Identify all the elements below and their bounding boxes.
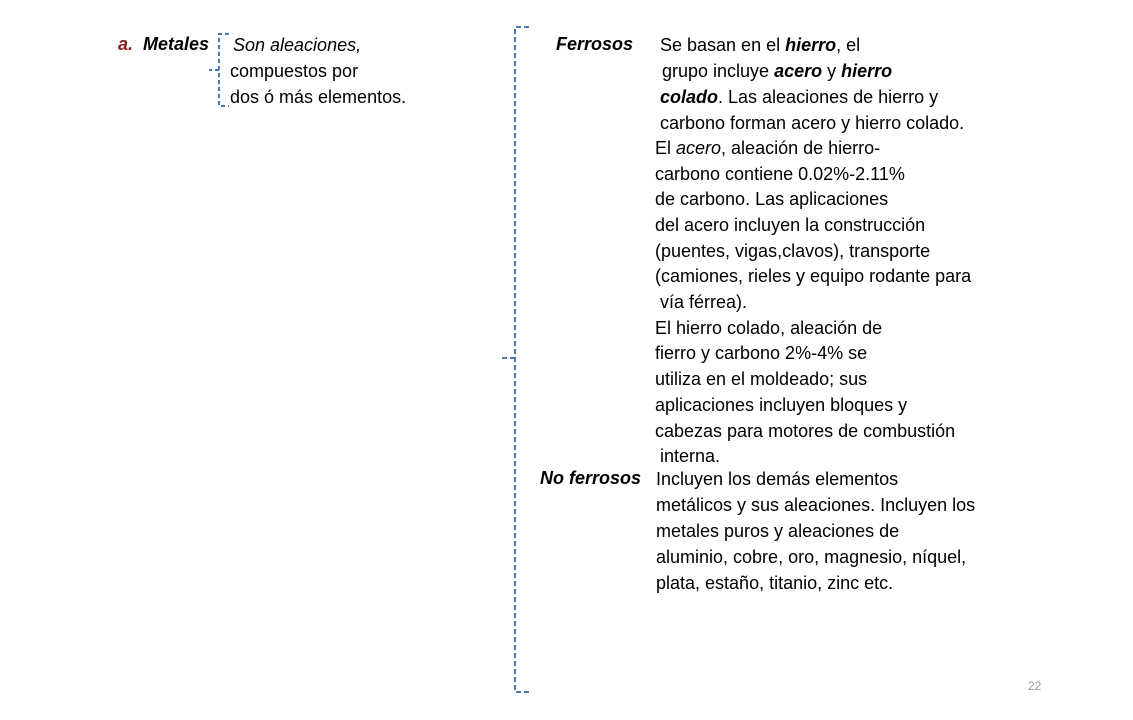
list-marker: a. bbox=[118, 34, 134, 54]
text-segment: vía férrea). bbox=[660, 292, 748, 312]
text-segment: interna. bbox=[660, 446, 721, 466]
text-segment: del acero incluyen la construcción bbox=[655, 215, 926, 235]
text-line bbox=[660, 445, 720, 467]
text-line bbox=[655, 420, 955, 442]
text-segment: metales puros y aleaciones de bbox=[656, 521, 900, 541]
text-line bbox=[655, 368, 867, 390]
category-label-no-ferrosos: No ferrosos bbox=[540, 468, 642, 488]
text-segment: y bbox=[822, 61, 842, 81]
definition-line-2: compuestos por bbox=[230, 61, 359, 81]
heading-word: Metales bbox=[143, 34, 210, 54]
text-line bbox=[655, 163, 905, 185]
text-line bbox=[662, 60, 892, 82]
text-segment: utiliza en el moldeado; sus bbox=[655, 369, 868, 389]
text-line bbox=[660, 291, 747, 313]
definition-line-1: Son aleaciones, bbox=[233, 35, 362, 55]
text-line bbox=[660, 34, 860, 56]
text-line bbox=[655, 214, 925, 236]
text-segment: aluminio, cobre, oro, magnesio, níquel, bbox=[656, 547, 967, 567]
text-segment: metálicos y sus aleaciones. Incluyen los bbox=[656, 495, 976, 515]
text-segment: (camiones, rieles y equipo rodante para bbox=[655, 266, 972, 286]
text-segment: Incluyen los demás elementos bbox=[656, 469, 899, 489]
text-segment: aplicaciones incluyen bloques y bbox=[655, 395, 908, 415]
text-segment: , el bbox=[836, 35, 861, 55]
heading-metales bbox=[118, 34, 209, 55]
text-segment: . Las aleaciones de hierro y bbox=[718, 87, 939, 107]
text-segment: , aleación de hierro- bbox=[721, 138, 881, 158]
text-line bbox=[660, 86, 938, 108]
text-line bbox=[655, 342, 867, 364]
text-segment: (puentes, vigas,clavos), transporte bbox=[655, 241, 931, 261]
text-segment: carbono contiene 0.02%-2.11% bbox=[655, 164, 905, 184]
category-label-ferrosos: Ferrosos bbox=[556, 34, 634, 54]
text-line bbox=[655, 265, 971, 287]
emphasis-text: hierro bbox=[785, 35, 837, 55]
emphasis-text: acero bbox=[774, 61, 823, 81]
text-line bbox=[656, 546, 966, 568]
text-line bbox=[655, 317, 882, 339]
text-line bbox=[660, 112, 964, 134]
text-segment: grupo incluye bbox=[662, 61, 775, 81]
text-segment: Se basan en el bbox=[660, 35, 786, 55]
text-segment: fierro y carbono 2%-4% se bbox=[655, 343, 868, 363]
text-line bbox=[655, 137, 880, 159]
text-line bbox=[656, 468, 898, 490]
text-line bbox=[655, 240, 930, 262]
emphasis-text: hierro bbox=[841, 61, 893, 81]
text-line bbox=[656, 520, 899, 542]
text-line bbox=[656, 494, 975, 516]
text-line bbox=[655, 394, 907, 416]
category-brace bbox=[501, 27, 529, 692]
italic-text: acero bbox=[676, 138, 722, 158]
text-segment: de carbono. Las aplicaciones bbox=[655, 189, 889, 209]
text-line bbox=[656, 572, 893, 594]
text-line bbox=[655, 188, 888, 210]
text-segment: El hierro colado, aleación de bbox=[655, 318, 883, 338]
text-segment: cabezas para motores de combustión bbox=[655, 421, 956, 441]
definition-brace bbox=[209, 34, 229, 106]
emphasis-text: colado bbox=[660, 87, 719, 107]
text-segment: El bbox=[655, 138, 677, 158]
text-segment: carbono forman acero y hierro colado. bbox=[660, 113, 965, 133]
definition-line-3: dos ó más elementos. bbox=[230, 87, 407, 107]
text-segment: plata, estaño, titanio, zinc etc. bbox=[656, 573, 894, 593]
page-number: 22 bbox=[1028, 679, 1042, 693]
